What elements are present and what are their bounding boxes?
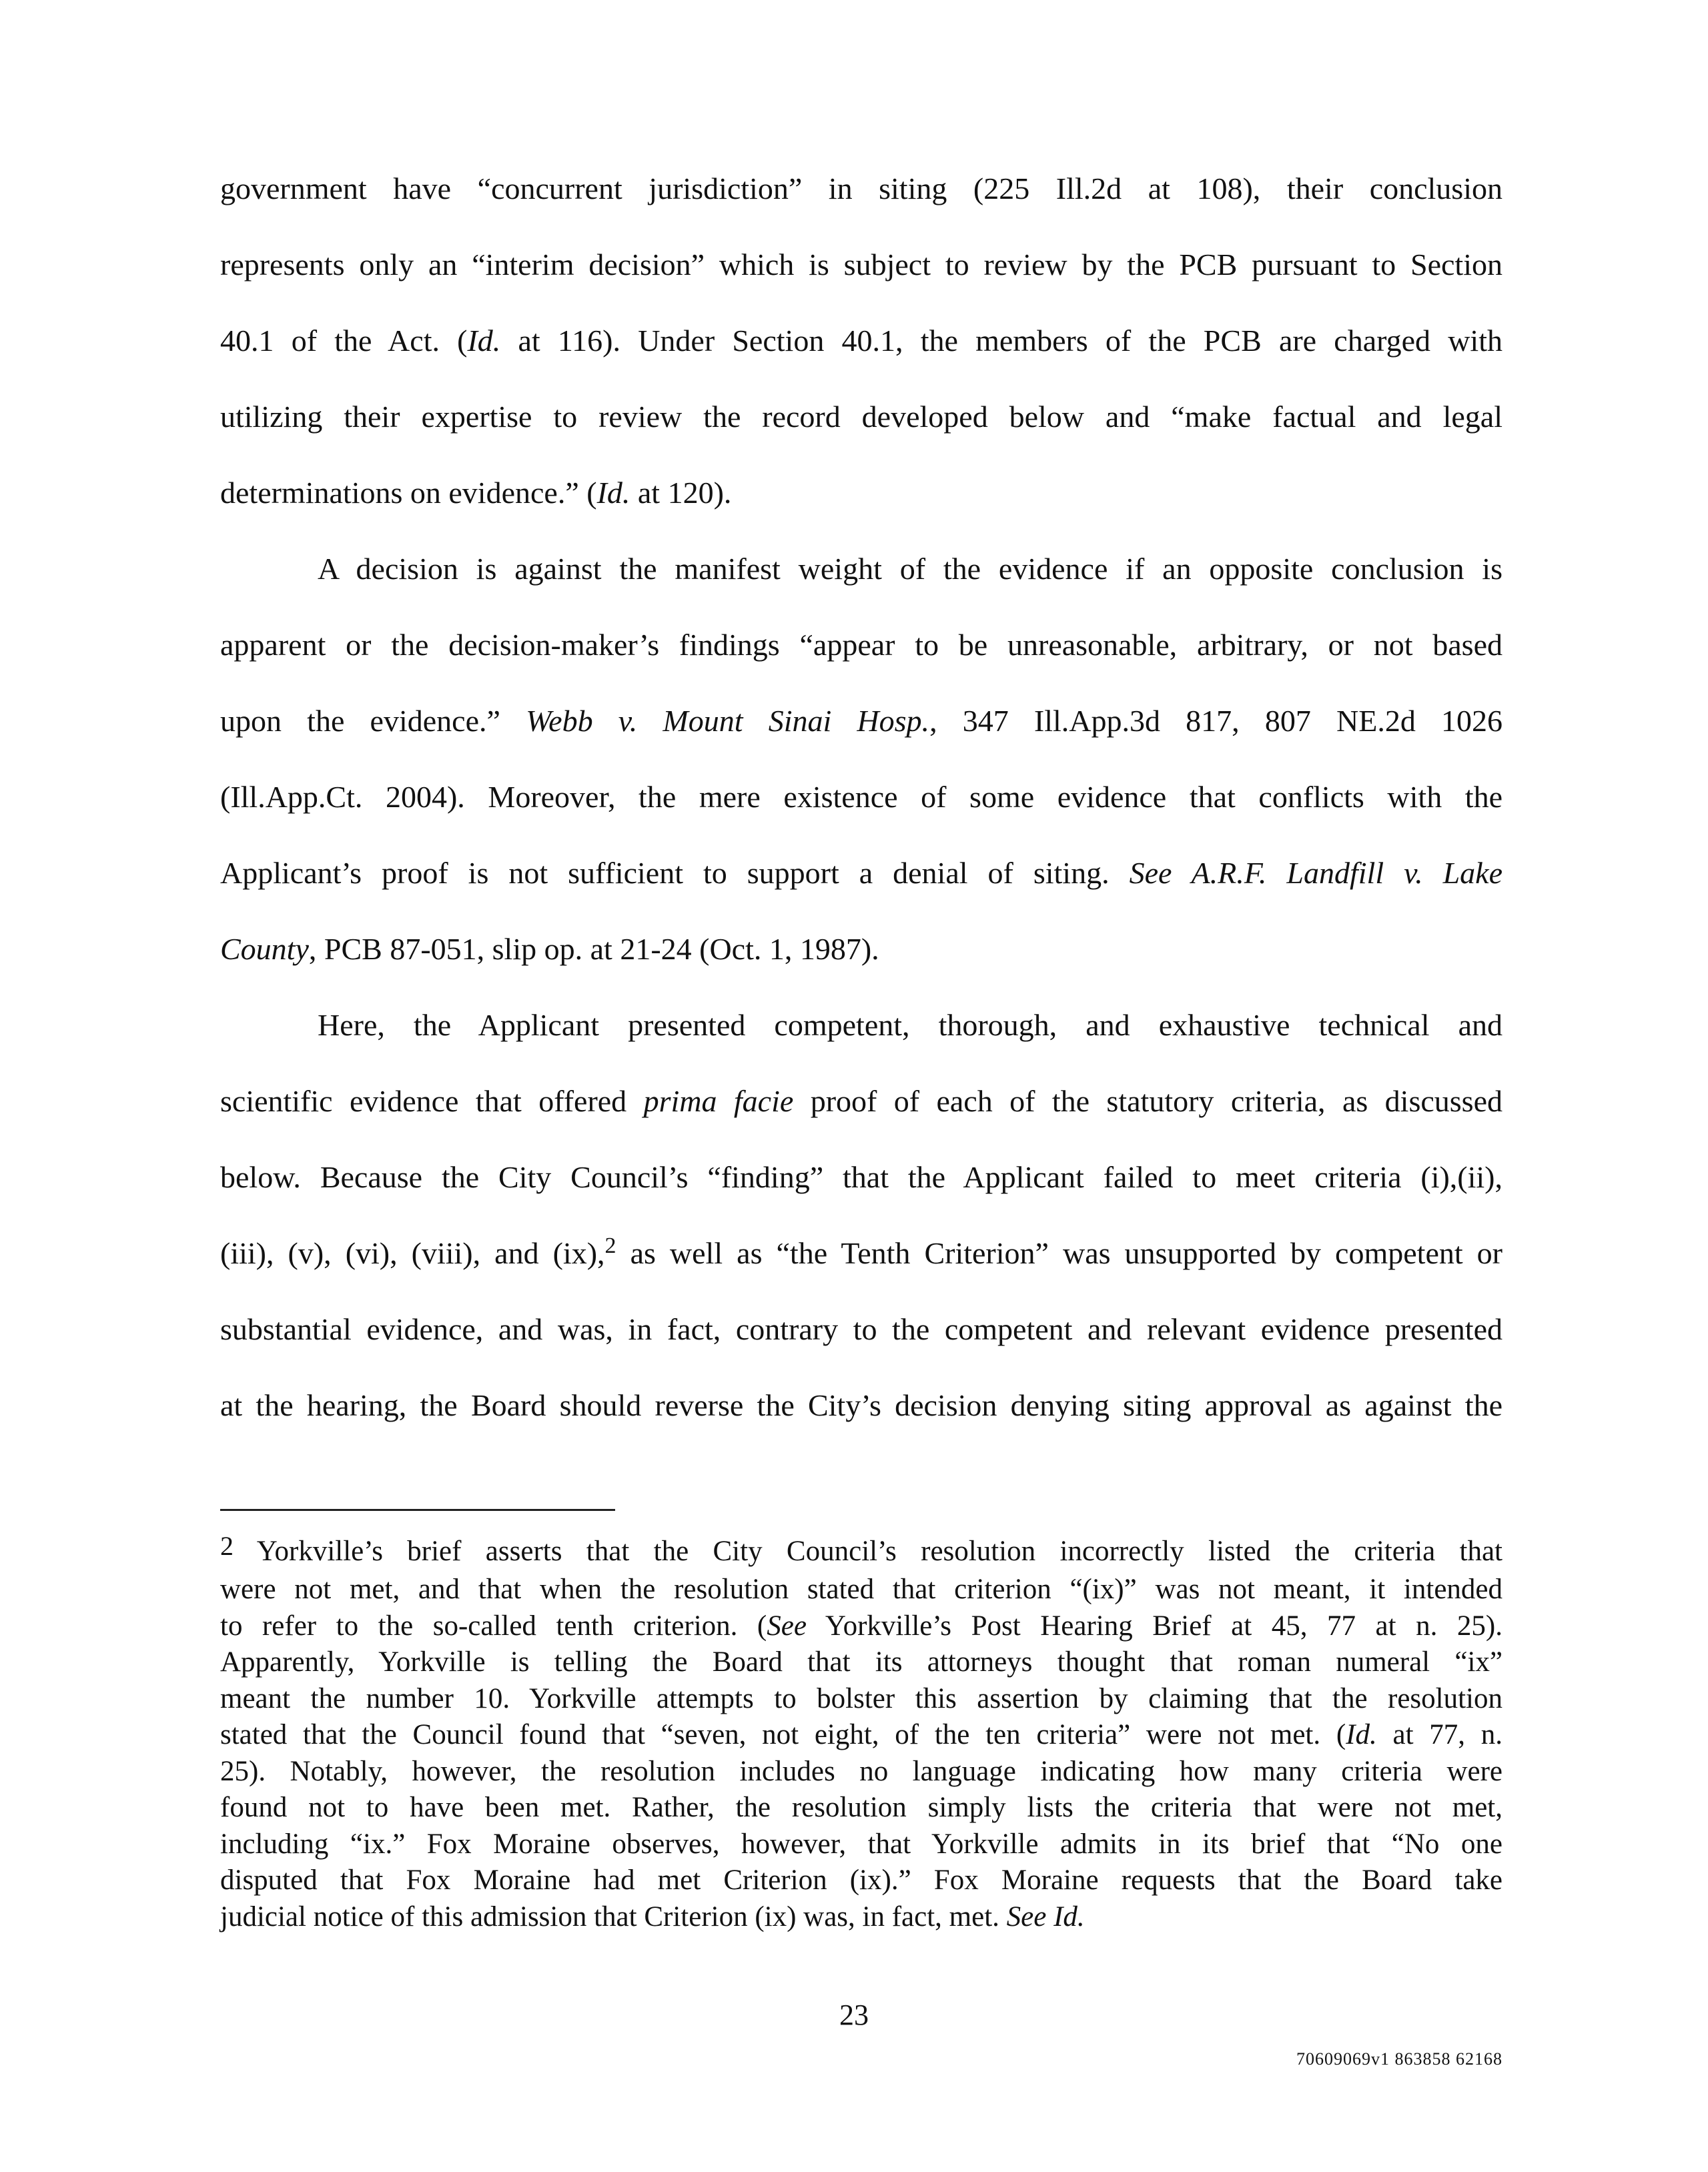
- text-segment: A decision is against the manifest weight of the evidence if an opposite conclusion is: [318, 552, 1503, 586]
- italic-text: Id.: [1346, 1719, 1377, 1750]
- footnote-line: [220, 1608, 1503, 1645]
- text-segment: government have “concurrent jurisdiction” in siting (225 Ill.2d at 108), their conclusion: [220, 171, 1503, 205]
- body-line: [220, 1376, 1503, 1452]
- body-line: [220, 311, 1503, 387]
- text-segment: as well as “the Tenth Criterion” was unsupported by competent or: [616, 1236, 1503, 1270]
- body-line: [220, 159, 1503, 235]
- text-segment: Applicant’s proof is not sufficient to support a denial of siting.: [220, 856, 1130, 890]
- body-line: [220, 1223, 1503, 1299]
- text-segment: including “ix.” Fox Moraine observes, however, that Yorkville admits in its brief that “No one: [220, 1828, 1503, 1860]
- text-segment: utilizing their expertise to review the record developed below and “make factual and legal: [220, 400, 1503, 434]
- text-segment: (Ill.App.Ct. 2004). Moreover, the mere existence of some evidence that conflicts with the: [220, 780, 1503, 814]
- text-segment: at 120).: [630, 476, 732, 510]
- body-line: [220, 995, 1503, 1071]
- text-segment: below. Because the City Council’s “finding” that the Applicant failed to meet criteria (i),(ii),: [220, 1160, 1503, 1194]
- italic-text: County: [220, 932, 309, 966]
- text-segment: disputed that Fox Moraine had met Criterion (ix).” Fox Moraine requests that the Board take: [220, 1864, 1503, 1896]
- body-line: [220, 1071, 1503, 1147]
- body-line: [220, 691, 1503, 767]
- body-line: [220, 767, 1503, 843]
- text-segment: found not to have been met. Rather, the resolution simply lists the criteria that were not met,: [220, 1792, 1503, 1823]
- text-segment: determinations on evidence.” (: [220, 476, 597, 510]
- text-segment: stated that the Council found that “seven, not eight, of the ten criteria” were not met. (: [220, 1719, 1346, 1750]
- text-segment: at the hearing, the Board should reverse the City’s decision denying siting approval as against the: [220, 1388, 1503, 1422]
- italic-text: prima facie: [643, 1084, 794, 1118]
- body-line: [220, 1147, 1503, 1223]
- footnote-line: [220, 1862, 1503, 1899]
- footnote-divider: [220, 1509, 615, 1511]
- text-segment: Yorkville’s Post Hearing Brief at 45, 77 at n. 25).: [806, 1610, 1503, 1642]
- body-line: [220, 1299, 1503, 1376]
- body-line: [220, 463, 1503, 539]
- text-segment: to refer to the so-called tenth criterion. (: [220, 1610, 767, 1642]
- italic-text: Webb v. Mount Sinai Hosp.: [526, 704, 930, 738]
- text-segment: scientific evidence that offered: [220, 1084, 644, 1118]
- footnote: [220, 1528, 1503, 1935]
- footnote-line: [220, 1754, 1503, 1790]
- body-text: [220, 159, 1503, 1452]
- text-segment: 25). Notably, however, the resolution includes no language indicating how many criteria were: [220, 1755, 1503, 1787]
- page-number: 23: [839, 1999, 869, 2031]
- text-segment: at 77, n.: [1376, 1719, 1503, 1750]
- text-segment: apparent or the decision-maker’s findings “appear to be unreasonable, arbitrary, or not based: [220, 628, 1503, 662]
- body-line: [220, 919, 1503, 995]
- text-segment: substantial evidence, and was, in fact, contrary to the competent and relevant evidence presented: [220, 1312, 1503, 1346]
- text-segment: 40.1 of the Act. (: [220, 324, 468, 358]
- text-segment: represents only an “interim decision” which is subject to review by the PCB pursuant to Section: [220, 247, 1503, 282]
- italic-text: Id.: [596, 476, 630, 510]
- footnote-line: [220, 1681, 1503, 1718]
- footnote-line: [220, 1826, 1503, 1863]
- italic-text: Id.: [467, 324, 501, 358]
- body-line: [220, 843, 1503, 919]
- document-id: 70609069v1 863858 62168: [1296, 2049, 1503, 2069]
- text-segment: proof of each of the statutory criteria, as discussed: [793, 1084, 1503, 1118]
- footnote-reference[interactable]: 2: [604, 1233, 616, 1258]
- footnote-line: [220, 1572, 1503, 1608]
- body-line: [220, 387, 1503, 463]
- footnote-line: [220, 1528, 1503, 1572]
- footnote-line: [220, 1899, 1503, 1936]
- text-segment: were not met, and that when the resolution stated that criterion “(ix)” was not meant, it intended: [220, 1574, 1503, 1605]
- text-segment: , PCB 87-051, slip op. at 21-24 (Oct. 1, 1987).: [308, 932, 879, 966]
- text-segment: Here, the Applicant presented competent, thorough, and exhaustive technical and: [318, 1008, 1503, 1042]
- footnote-line: [220, 1790, 1503, 1826]
- footnote-line: [220, 1644, 1503, 1681]
- text-segment: upon the evidence.”: [220, 704, 526, 738]
- text-segment: judicial notice of this admission that Criterion (ix) was, in fact, met.: [220, 1901, 1007, 1933]
- italic-text: See A.R.F. Landfill v. Lake: [1129, 856, 1503, 890]
- text-segment: at 116). Under Section 40.1, the members of the PCB are charged with: [500, 324, 1503, 358]
- text-segment: , 347 Ill.App.3d 817, 807 NE.2d 1026: [929, 704, 1503, 738]
- body-line: [220, 539, 1503, 615]
- text-segment: Apparently, Yorkville is telling the Board that its attorneys thought that roman numeral “ix”: [220, 1646, 1503, 1678]
- footnote-line: [220, 1717, 1503, 1754]
- text-segment: Yorkville’s brief asserts that the City Council’s resolution incorrectly listed the criteria that: [234, 1536, 1503, 1567]
- text-segment: meant the number 10. Yorkville attempts to bolster this assertion by claiming that the resolution: [220, 1682, 1503, 1714]
- text-segment: (iii), (v), (vi), (viii), and (ix),: [220, 1236, 605, 1270]
- footnote-marker: 2: [220, 1531, 234, 1561]
- italic-text: See: [767, 1610, 807, 1642]
- italic-text: See Id.: [1006, 1901, 1085, 1933]
- body-line: [220, 235, 1503, 311]
- body-line: [220, 615, 1503, 691]
